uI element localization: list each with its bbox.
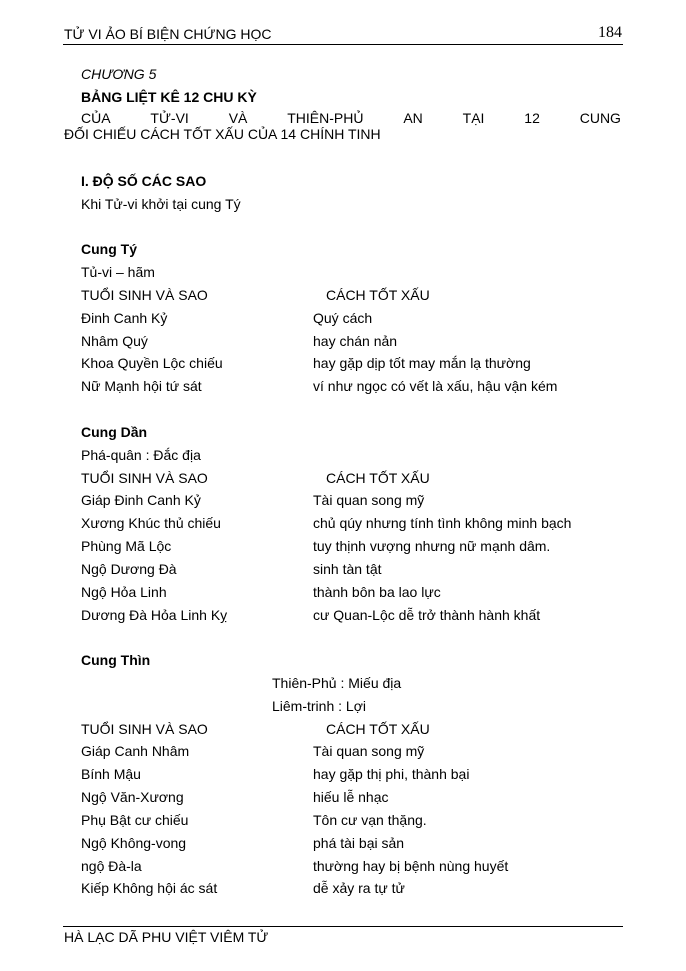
subtitle-word: CUNG: [579, 110, 621, 126]
table-row-right: chủ qúy nhưng tính tình không minh bạch: [313, 515, 572, 531]
chapter-label: CHƯƠNG 5: [81, 66, 157, 82]
subtitle-word: TỬ-VI: [150, 110, 189, 126]
table-row-right: phá tài bại sản: [313, 835, 405, 851]
table-row-left: Ngộ Không-vong: [81, 835, 187, 851]
cung-ty-title: Cung Tý: [81, 241, 137, 257]
table-row-left: Phùng Mã Lộc: [81, 538, 172, 554]
column-header-left: TUỔI SINH VÀ SAO: [81, 287, 208, 303]
table-row-right: hiếu lễ nhạc: [313, 789, 389, 805]
column-header-right: CÁCH TỐT XẤU: [326, 721, 430, 737]
table-row-right: Tài quan song mỹ: [313, 492, 425, 508]
subtitle-word: VÀ: [228, 110, 248, 126]
table-row-left: Ngộ Dương Đà: [81, 561, 177, 577]
page-number: 184: [598, 24, 622, 41]
table-row-right: ví như ngọc có vết là xấu, hậu vận kém: [313, 378, 558, 394]
table-row-right: dễ xảy ra tự tử: [313, 880, 405, 896]
subtitle-word: CỦA: [81, 110, 111, 126]
table-row-right: thành bôn ba lao lực: [313, 584, 441, 600]
cung-ty-star: Tủ-vi – hãm: [81, 264, 155, 280]
subtitle-word: THIÊN-PHỦ: [287, 110, 364, 126]
table-row-left: ngộ Đà-la: [81, 858, 142, 874]
chapter-subtitle-line2: ĐỐI CHIẾU CÁCH TỐT XẤU CỦA 14 CHÍNH TINH: [64, 126, 381, 142]
subtitle-word: TẠI: [462, 110, 485, 126]
table-row-right: Tôn cư vạn thặng.: [313, 812, 427, 828]
cung-dan-title: Cung Dần: [81, 424, 148, 440]
table-row-right: cư Quan-Lộc dễ trở thành hành khất: [313, 607, 541, 623]
table-row-left: Ngộ Văn-Xương: [81, 789, 184, 805]
table-row-right: hay chán nản: [313, 333, 398, 349]
table-row-right: Tài quan song mỹ: [313, 743, 425, 759]
column-header-left: TUỔI SINH VÀ SAO: [81, 721, 208, 737]
table-row-right: hay gặp dịp tốt may mắn lạ thường: [313, 355, 531, 371]
table-row-left: Phụ Bật cư chiếu: [81, 812, 189, 828]
column-header-left: TUỔI SINH VÀ SAO: [81, 470, 208, 486]
table-row-left: Giáp Canh Nhâm: [81, 743, 190, 759]
cung-thin-star-2: Liêm-trinh : Lợi: [272, 698, 366, 714]
table-row-right: hay gặp thị phi, thành bại: [313, 766, 470, 782]
table-row-left: Nhâm Quý: [81, 333, 148, 349]
section-intro: Khi Tử-vi khởi tại cung Tý: [81, 196, 241, 212]
table-row-right: tuy thịnh vượng nhưng nữ mạnh dâm.: [313, 538, 551, 554]
footer-rule: [63, 926, 623, 927]
table-row-right: Quý cách: [313, 310, 373, 326]
running-footer: HÀ LẠC DÃ PHU VIỆT VIÊM TỬ: [64, 929, 269, 945]
cung-thin-star-1: Thiên-Phủ : Miếu địa: [272, 675, 402, 691]
chapter-subtitle-line1: [81, 110, 621, 126]
subtitle-word: 12: [524, 110, 540, 126]
table-row-left: Khoa Quyền Lộc chiếu: [81, 355, 223, 371]
table-row-right: sinh tàn tật: [313, 561, 382, 577]
column-header-right: CÁCH TỐT XẤU: [326, 470, 430, 486]
table-row-left: Ngộ Hỏa Linh: [81, 584, 167, 600]
cung-dan-star: Phá-quân : Đắc địa: [81, 447, 201, 463]
table-row-left: Kiếp Không hội ác sát: [81, 880, 218, 896]
table-row-left: Dương Đà Hỏa Linh Kỵ: [81, 607, 228, 623]
table-row-right: thường hay bị bệnh nùng huyết: [313, 858, 509, 874]
cung-thin-title: Cung Thìn: [81, 652, 151, 668]
table-row-left: Xương Khúc thủ chiếu: [81, 515, 221, 531]
table-row-left: Nữ Mạnh hội tứ sát: [81, 378, 202, 394]
section-heading: I. ĐỘ SỐ CÁC SAO: [81, 173, 207, 189]
subtitle-word: AN: [403, 110, 423, 126]
header-rule: [63, 44, 623, 45]
table-row-left: Bính Mậu: [81, 766, 141, 782]
table-row-left: Giáp Đinh Canh Kỷ: [81, 492, 201, 508]
column-header-right: CÁCH TỐT XẤU: [326, 287, 430, 303]
chapter-title: BẢNG LIỆT KÊ 12 CHU KỲ: [81, 89, 257, 105]
running-header: TỬ VI ẢO BÍ BIỆN CHỨNG HỌC: [64, 26, 272, 42]
table-row-left: Đinh Canh Kỷ: [81, 310, 168, 326]
